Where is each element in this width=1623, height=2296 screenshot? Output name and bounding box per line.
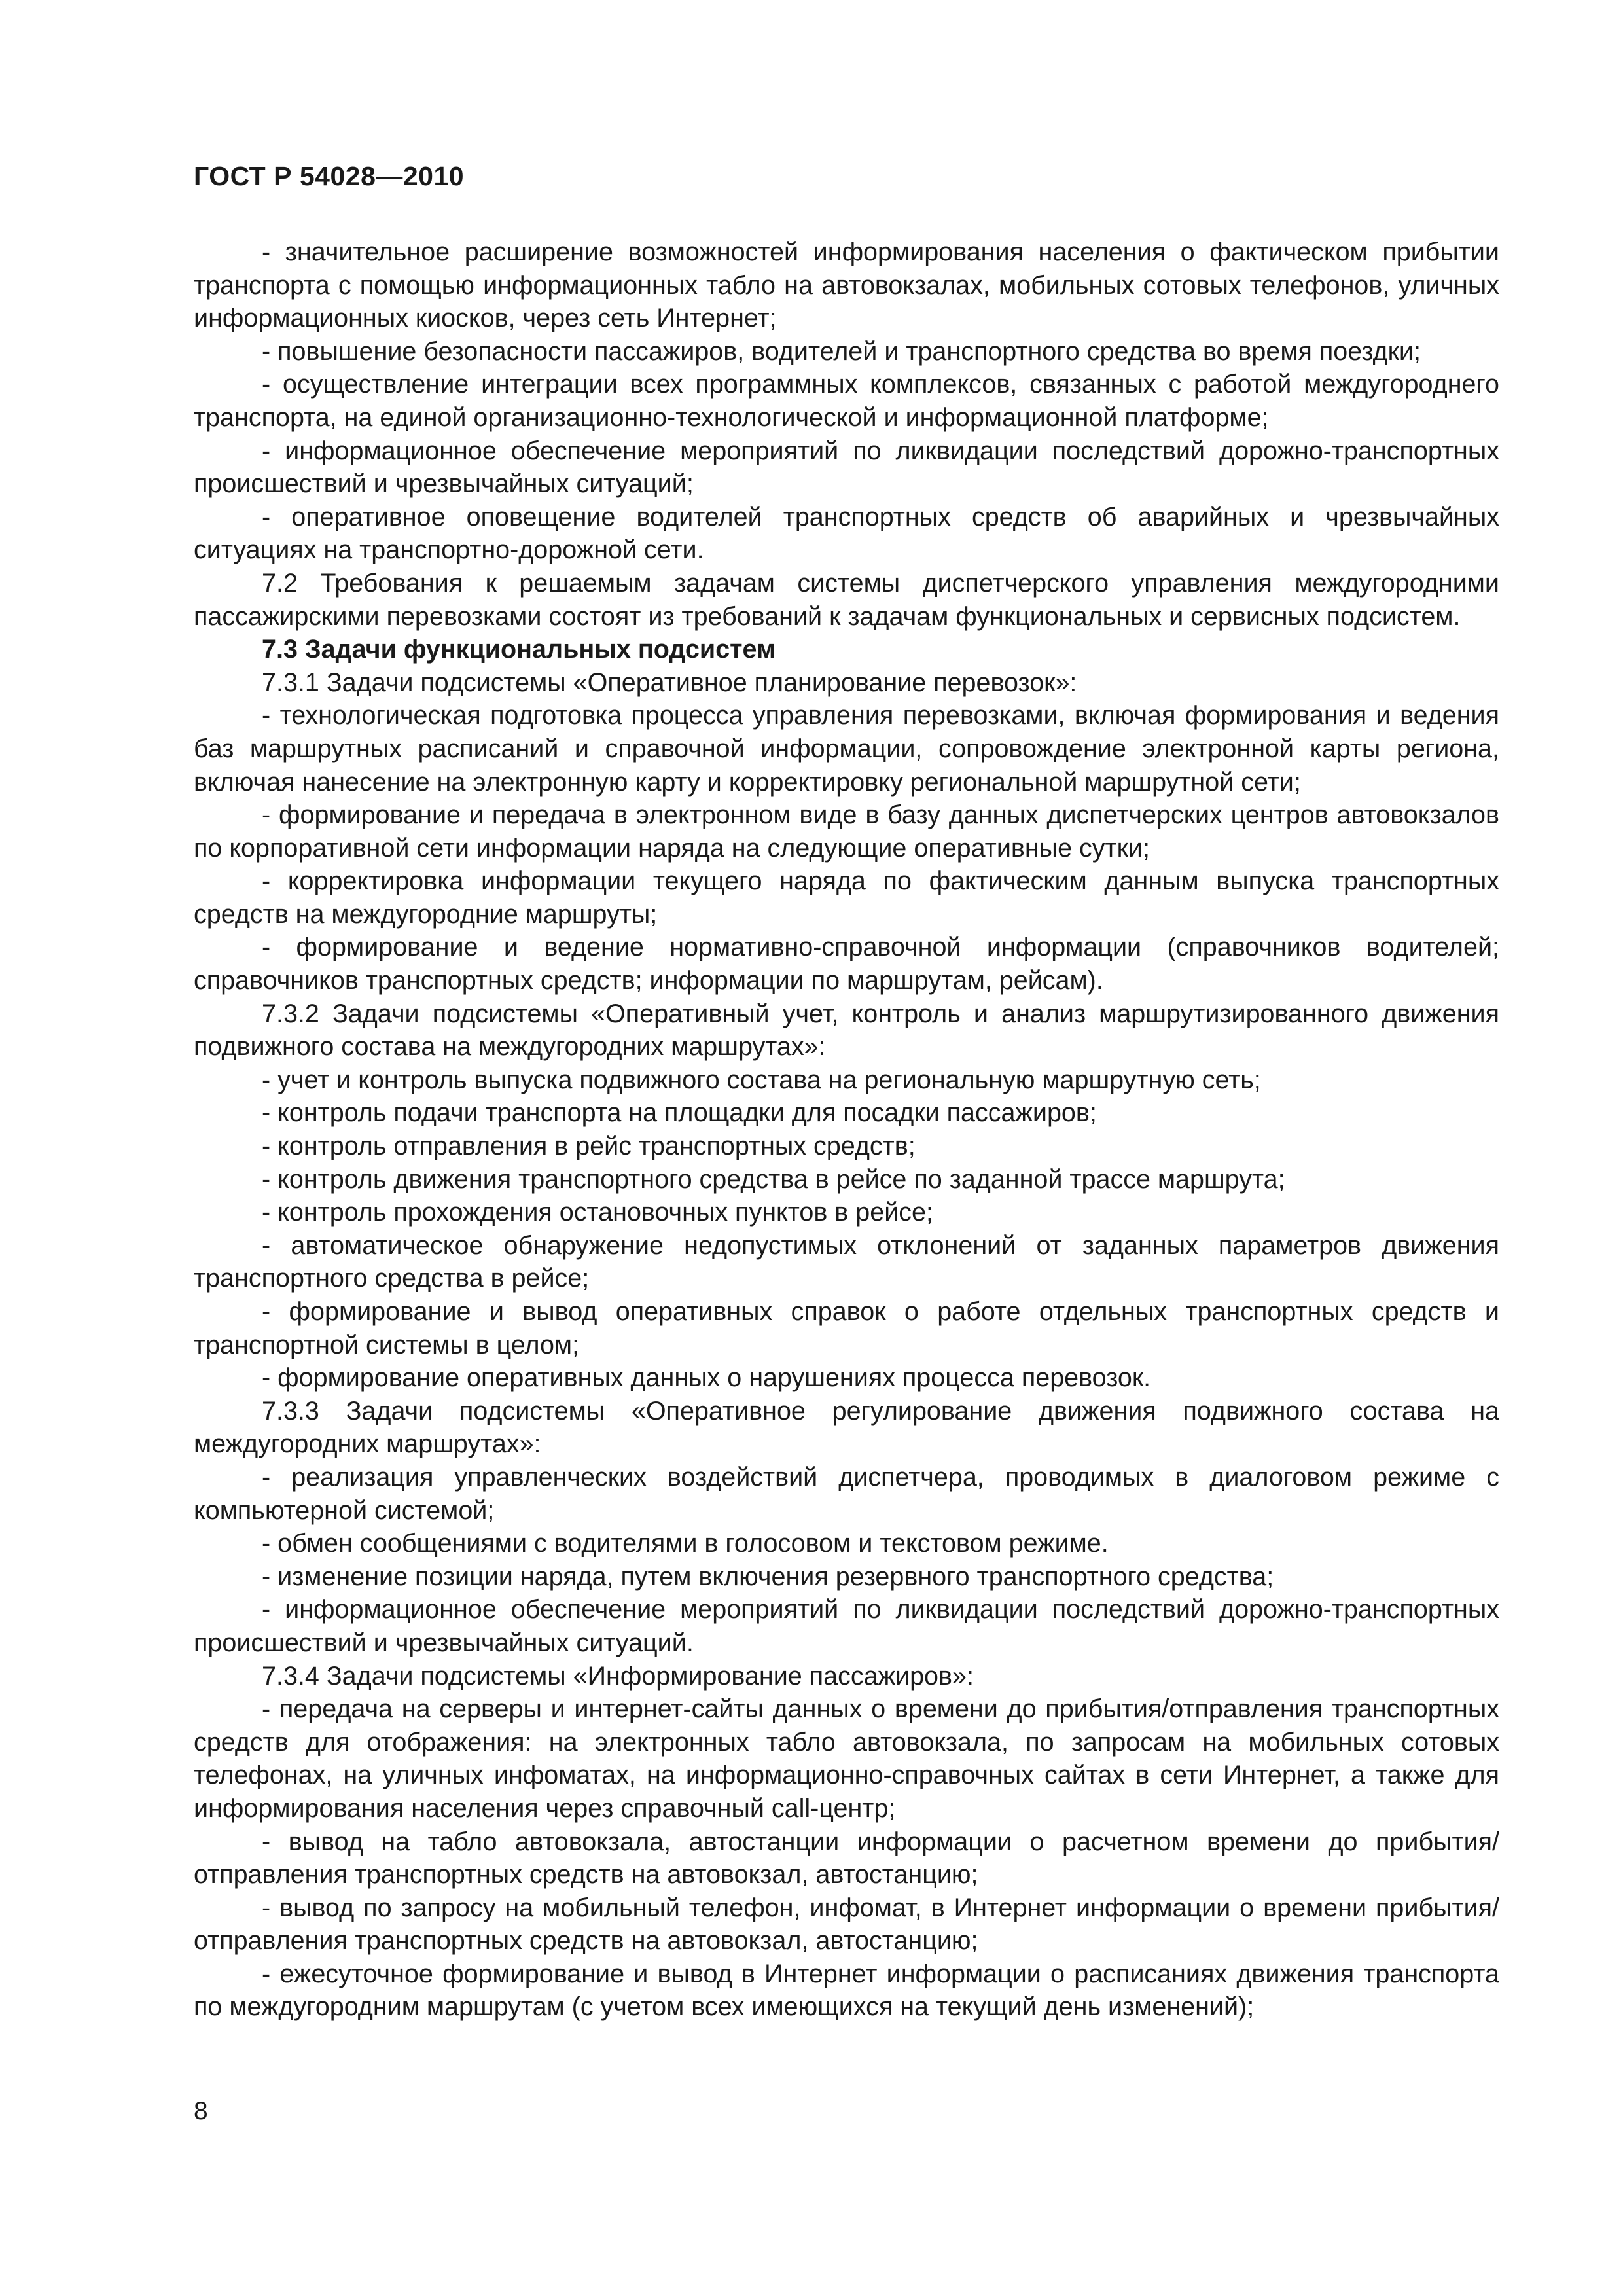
paragraph: - корректировка информации текущего наряда по фактическим данным выпуска транспортных средств на междугородние маршруты; bbox=[194, 867, 1499, 929]
paragraph: - формирование и передача в электронном виде в базу данных диспетчерских центров автовокзалов по корпоративной сети информации наряда на следующие оперативные сутки; bbox=[194, 800, 1499, 863]
paragraph: - изменение позиции наряда, путем включения резервного транспортного средства; bbox=[262, 1562, 1274, 1591]
clause-7-3-4: 7.3.4 Задачи подсистемы «Информирование пассажиров»: bbox=[262, 1661, 974, 1691]
paragraph: - обмен сообщениями с водителями в голосовом и текстовом режиме. bbox=[262, 1529, 1109, 1558]
paragraph: - контроль подачи транспорта на площадки для посадки пассажиров; bbox=[262, 1098, 1097, 1128]
section-heading-7-3: 7.3 Задачи функциональных подсистем bbox=[262, 635, 776, 664]
paragraph: - формирование и ведение нормативно-справочной информации (справочников водителей; справочников транспортных средств; информации по маршрутам, рейсам). bbox=[194, 933, 1499, 996]
clause-7-3-3: 7.3.3 Задачи подсистемы «Оперативное регулирование движения подвижного состава на междугородних маршрутах»: bbox=[194, 1396, 1499, 1459]
clause-7-3-1: 7.3.1 Задачи подсистемы «Оперативное планирование перевозок»: bbox=[262, 668, 1077, 697]
document-header: ГОСТ Р 54028—2010 bbox=[194, 161, 465, 191]
paragraph: - передача на серверы и интернет-сайты данных о времени до прибытия/отправления транспортных средств для отображения: на электронных табло автовокзала, по запросам на мобильных сотовых телефонах, на уличных инфоматах, на информационно-справочных сайтах в сети Интернет, а также для информирования населения через справочный call-центр; bbox=[194, 1695, 1499, 1823]
paragraph: - информационное обеспечение мероприятий по ликвидации последствий дорожно-транспортных происшествий и чрезвычайных ситуаций. bbox=[194, 1595, 1499, 1657]
paragraph: - информационное обеспечение мероприятий по ликвидации последствий дорожно-транспортных происшествий и чрезвычайных ситуаций; bbox=[194, 436, 1499, 499]
paragraph: - оперативное оповещение водителей транспортных средств об аварийных и чрезвычайных ситуациях на транспортно-дорожной сети. bbox=[194, 502, 1499, 565]
paragraph: - учет и контроль выпуска подвижного состава на региональную маршрутную сеть; bbox=[262, 1065, 1261, 1094]
paragraph: - контроль отправления в рейс транспортных средств; bbox=[262, 1132, 916, 1161]
paragraph: - технологическая подготовка процесса управления перевозками, включая формирования и ведения баз маршрутных расписаний и справочной информации, сопровождение электронной карты региона, включая нанесение на электронную карту и корректировку региональной маршрутной сети; bbox=[194, 701, 1499, 797]
paragraph: - вывод по запросу на мобильный телефон, инфомат, в Интернет информации о времени прибытия/отправления транспортных средств на автовокзал, автостанцию; bbox=[194, 1893, 1499, 1956]
document-body bbox=[194, 236, 1499, 2024]
paragraph: - ежесуточное формирование и вывод в Интернет информации о расписаниях движения транспорта по междугородним маршрутам (с учетом всех имеющихся на текущий день изменений); bbox=[194, 1959, 1499, 2022]
paragraph: - вывод на табло автовокзала, автостанции информации о расчетном времени до прибытия/отправления транспортных средств на автовокзал, автостанцию; bbox=[194, 1827, 1499, 1890]
clause-7-3-2: 7.3.2 Задачи подсистемы «Оперативный учет, контроль и анализ маршрутизированного движения подвижного состава на междугородних маршрутах»: bbox=[194, 999, 1499, 1062]
paragraph: - формирование оперативных данных о нарушениях процесса перевозок. bbox=[262, 1363, 1151, 1393]
paragraph: - формирование и вывод оперативных справок о работе отдельных транспортных средств и транспортной системы в целом; bbox=[194, 1297, 1499, 1359]
paragraph: - реализация управленческих воздействий диспетчера, проводимых в диалоговом режиме с компьютерной системой; bbox=[194, 1462, 1499, 1525]
paragraph: - контроль прохождения остановочных пунктов в рейсе; bbox=[262, 1198, 933, 1227]
paragraph: - осуществление интеграции всех программных комплексов, связанных с работой междугороднего транспорта, на единой организационно-технологической и информационной платформе; bbox=[194, 370, 1499, 432]
paragraph: - контроль движения транспортного средства в рейсе по заданной трассе маршрута; bbox=[262, 1164, 1285, 1194]
paragraph: - значительное расширение возможностей информирования населения о фактическом прибытии транспорта с помощью информационных табло на автовокзалах, мобильных сотовых телефонов, уличных информационных киосков, через сеть Интернет; bbox=[194, 238, 1499, 333]
clause-7-2: 7.2 Требования к решаемым задачам системы диспетчерского управления междугородними пассажирскими перевозками состоят из требований к задачам функциональных и сервисных подсистем. bbox=[194, 568, 1499, 631]
paragraph: - повышение безопасности пассажиров, водителей и транспортного средства во время поездки; bbox=[262, 336, 1421, 366]
page-number: 8 bbox=[194, 2097, 208, 2125]
paragraph: - автоматическое обнаружение недопустимых отклонений от заданных параметров движения транспортного средства в рейсе; bbox=[194, 1230, 1499, 1293]
